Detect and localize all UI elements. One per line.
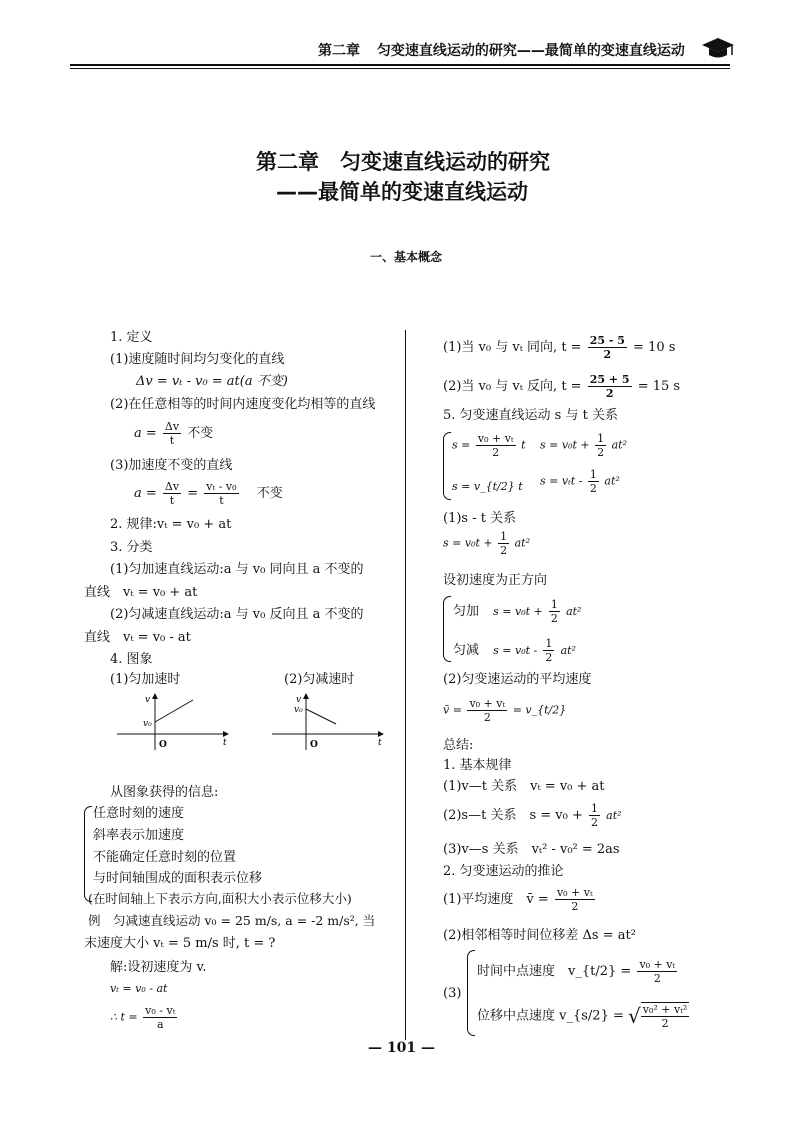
graduation-cap-icon xyxy=(700,36,736,60)
st-rel-end: at² xyxy=(514,536,531,550)
sol-eq2-prefix: ∴ t = xyxy=(110,1010,138,1024)
inf3-brace xyxy=(467,950,475,1036)
info-heading: 从图象获得的信息: xyxy=(110,785,219,800)
st-eq1a-den: 2 xyxy=(492,446,500,459)
law: 2. 规律:vₜ = v₀ + at xyxy=(110,517,232,532)
case2-fraction xyxy=(588,373,632,400)
inf3a xyxy=(477,958,679,985)
st-heading: 5. 匀变速直线运动 s 与 t 关系 xyxy=(443,408,618,423)
st-eq1b-end: at² xyxy=(611,438,628,452)
st-eq2b-num: 1 xyxy=(589,468,597,481)
graph2-label: (2)匀减速时 xyxy=(284,672,355,687)
inf1-prefix: (1)平均速度 v̄ = xyxy=(443,892,549,907)
def2-den: t xyxy=(169,434,175,447)
graph1-t-label: t xyxy=(223,738,227,748)
dec-eq: s = v₀t - xyxy=(493,644,538,657)
case2-prefix: (2)当 v₀ 与 vₜ 反向, t = xyxy=(443,379,582,394)
law2-den: 2 xyxy=(591,816,598,829)
graph2-line xyxy=(306,709,336,724)
def1: (1)速度随时间均匀变化的直线 xyxy=(110,352,285,367)
st-eq1a-t: t xyxy=(521,438,526,452)
inf1-den: 2 xyxy=(571,900,579,913)
header-title: 匀变速直线运动的研究——最简单的变速直线运动 xyxy=(376,43,685,59)
header-chapter: 第二章 xyxy=(318,43,360,59)
inf3a-den: 2 xyxy=(653,972,661,985)
info-brace xyxy=(84,806,92,902)
def2: (2)在任意相等的时间内速度变化均相等的直线 xyxy=(110,397,376,412)
def2-fraction xyxy=(163,420,181,447)
graph1-v-label: v xyxy=(145,695,151,705)
case1-prefix: (1)当 v₀ 与 vₜ 同向, t = xyxy=(443,340,582,355)
st-eq2b-den: 2 xyxy=(589,482,597,495)
avg-den: 2 xyxy=(483,711,491,724)
def3-eq xyxy=(134,480,283,507)
dec-num: 1 xyxy=(545,637,553,650)
def2-eq xyxy=(134,420,213,447)
def2-num: Δv xyxy=(164,420,180,433)
st-eq1a-num: v₀ + vₜ xyxy=(477,432,514,445)
st-eq2b-prefix: s = vₜt - xyxy=(540,474,583,488)
case2-den: 2 xyxy=(605,387,614,400)
acc-row xyxy=(453,598,581,625)
st-eq1b-prefix: s = v₀t + xyxy=(540,438,590,452)
class1-b: 直线 vₜ = v₀ + at xyxy=(84,585,198,600)
st-eq1b-num: 1 xyxy=(597,432,605,445)
classify-heading: 3. 分类 xyxy=(110,540,153,555)
def3-num1: Δv xyxy=(164,480,180,493)
page-title-line2: ——最简单的变速直线运动 xyxy=(276,180,528,204)
law3: (3)v—s 关系 vₜ² - v₀² = 2as xyxy=(443,842,620,857)
graph-decelerating xyxy=(270,692,385,752)
sol-fraction xyxy=(143,1004,177,1031)
acc-den: 2 xyxy=(550,612,558,625)
case2 xyxy=(443,373,680,400)
def3-fraction1 xyxy=(163,480,181,507)
inf3b xyxy=(477,1002,691,1030)
header-rule xyxy=(70,64,730,66)
class2-a: (2)匀减速直线运动:a 与 v₀ 反向且 a 不变的 xyxy=(110,607,364,622)
example-a: 例 匀减速直线运动 v₀ = 25 m/s, a = -2 m/s², 当 xyxy=(88,913,376,928)
inf3a-num: v₀ + vₜ xyxy=(639,958,676,971)
avg-heading: (2)匀变速运动的平均速度 xyxy=(443,672,592,687)
avg-end: = v_{t/2} xyxy=(512,703,567,717)
inf3b-num: v₀² + vₜ² xyxy=(642,1003,688,1016)
law2-prefix: (2)s—t 关系 s = v₀ + xyxy=(443,808,583,823)
class2-b: 直线 vₜ = v₀ - at xyxy=(84,630,191,645)
st-eq2b-end: at² xyxy=(604,474,620,488)
graph2-v0-label: v₀ xyxy=(294,705,303,715)
dec-row xyxy=(453,637,576,664)
dec-end: at² xyxy=(560,644,576,657)
graph2-t-arrow xyxy=(378,731,384,737)
graph2-t-label: t xyxy=(378,738,382,748)
def3-num2: vₜ - v₀ xyxy=(206,480,237,493)
info-item-3: 不能确定任意时刻的位置 xyxy=(93,850,237,865)
case2-result: = 15 s xyxy=(637,379,681,394)
graph2-v-arrow xyxy=(303,693,309,699)
def3-eq-prefix: a = xyxy=(134,486,157,501)
st-eq2a: s = v_{t/2} t xyxy=(452,480,523,493)
acc-label: 匀加 xyxy=(453,604,480,619)
header-rule-thin xyxy=(70,68,730,69)
sqrt-icon: √ xyxy=(628,1004,641,1028)
st-rel-prefix: s = v₀t + xyxy=(443,536,493,550)
inf3a-fraction xyxy=(637,958,677,985)
info-item-5: (在时间轴上下表示方向,面积大小表示位移大小) xyxy=(88,891,352,906)
st-rel: (1)s - t 关系 xyxy=(443,511,517,526)
def2-eq-prefix: a = xyxy=(134,426,157,441)
dec-fraction xyxy=(543,637,554,664)
graph-heading: 4. 图象 xyxy=(110,652,153,667)
law2-fraction xyxy=(589,802,600,829)
def3-eq-mid: = xyxy=(187,486,199,501)
inf2: (2)相邻相等时间位移差 Δs = at² xyxy=(443,928,636,943)
avg-prefix: v̄ = xyxy=(443,703,462,717)
inf3a-prefix: 时间中点速度 v_{t/2} = xyxy=(477,964,632,979)
section-heading: 一、基本概念 xyxy=(370,250,443,264)
def3-den2: t xyxy=(219,494,224,507)
st-eq2b-fraction xyxy=(588,468,599,495)
page-title-line1: 第二章 匀变速直线运动的研究 xyxy=(256,150,550,174)
graph2-o-label: O xyxy=(310,740,318,750)
st-rel-eq xyxy=(443,530,530,557)
acc-fraction xyxy=(549,598,560,625)
dec-label: 匀减 xyxy=(453,643,480,658)
inf1 xyxy=(443,886,597,913)
info-item-4: 与时间轴围成的面积表示位移 xyxy=(93,871,263,886)
sol-eq2 xyxy=(110,1004,179,1031)
st-eq1a-prefix: s = xyxy=(452,438,471,452)
example-b: 末速度大小 vₜ = 5 m/s 时, t = ? xyxy=(84,936,276,951)
st-rel-den: 2 xyxy=(500,544,508,557)
def3-den1: t xyxy=(169,494,175,507)
sol-eq1: vₜ = v₀ - at xyxy=(110,982,168,995)
case2-num: 25 + 5 xyxy=(589,373,630,386)
def-heading: 1. 定义 xyxy=(110,330,153,345)
acc-eq: s = v₀t + xyxy=(493,605,543,618)
law2-end: at² xyxy=(606,809,622,822)
law2-num: 1 xyxy=(591,802,598,815)
positive-dir: 设初速度为正方向 xyxy=(443,573,548,588)
st-eq2b xyxy=(540,468,620,495)
st-eq1b-den: 2 xyxy=(597,446,605,459)
graph1-v0-label: v₀ xyxy=(143,719,152,729)
case1-fraction xyxy=(588,334,627,361)
graph1-v-arrow xyxy=(152,693,158,699)
graph1-o-label: O xyxy=(159,740,167,750)
case1-den: 2 xyxy=(603,348,612,361)
inf3b-fraction xyxy=(641,1002,690,1030)
case1-num: 25 - 5 xyxy=(589,334,625,347)
sol-den: a xyxy=(156,1018,164,1031)
graph1-line xyxy=(155,700,193,722)
inf3b-den: 2 xyxy=(661,1017,669,1030)
avg-num: v₀ + vₜ xyxy=(469,697,506,710)
info-item-1: 任意时刻的速度 xyxy=(93,806,185,821)
inf1-fraction xyxy=(555,886,595,913)
acc-end: at² xyxy=(566,605,582,618)
case1-result: = 10 s xyxy=(633,340,676,355)
running-header xyxy=(318,40,685,60)
def3: (3)加速度不变的直线 xyxy=(110,458,233,473)
st-eq1a-fraction xyxy=(476,432,516,459)
graph2-v-label: v xyxy=(296,695,302,705)
acc-num: 1 xyxy=(550,598,558,611)
def3-fraction2 xyxy=(204,480,238,507)
inf3-label: (3) xyxy=(443,986,462,1001)
basic-laws: 1. 基本规律 xyxy=(443,758,512,773)
graph-accelerating xyxy=(115,692,230,752)
st-rel-num: 1 xyxy=(500,530,508,543)
def3-suffix: 不变 xyxy=(256,486,283,501)
summary: 总结: xyxy=(443,738,474,753)
sol-num: v₀ - vₜ xyxy=(145,1004,176,1017)
page-number: — 101 — xyxy=(368,1040,435,1056)
graph1-t-arrow xyxy=(223,731,229,737)
acc-dec-brace xyxy=(443,596,451,662)
avg-eq xyxy=(443,697,566,724)
column-divider xyxy=(405,330,406,1040)
def2-suffix: 不变 xyxy=(187,426,214,441)
class1-a: (1)匀加速直线运动:a 与 v₀ 同向且 a 不变的 xyxy=(110,562,364,577)
graph1-label: (1)匀加速时 xyxy=(110,672,181,687)
case1 xyxy=(443,334,675,361)
st-eq1a xyxy=(452,432,526,459)
st-brace xyxy=(443,432,451,500)
info-item-2: 斜率表示加速度 xyxy=(93,828,185,843)
inf1-num: v₀ + vₜ xyxy=(556,886,593,899)
law2 xyxy=(443,802,622,829)
st-eq1b xyxy=(540,432,627,459)
solution: 解:设初速度为 v. xyxy=(110,960,207,975)
st-rel-fraction xyxy=(498,530,509,557)
avg-fraction xyxy=(467,697,507,724)
inf3b-prefix: 位移中点速度 v_{s/2} = xyxy=(477,1008,624,1024)
dec-den: 2 xyxy=(545,651,553,664)
def1-eq: Δv = vₜ - v₀ = at(a 不变) xyxy=(136,374,288,389)
inference: 2. 匀变速运动的推论 xyxy=(443,864,564,879)
law1: (1)v—t 关系 vₜ = v₀ + at xyxy=(443,779,605,794)
st-eq1b-fraction xyxy=(595,432,606,459)
